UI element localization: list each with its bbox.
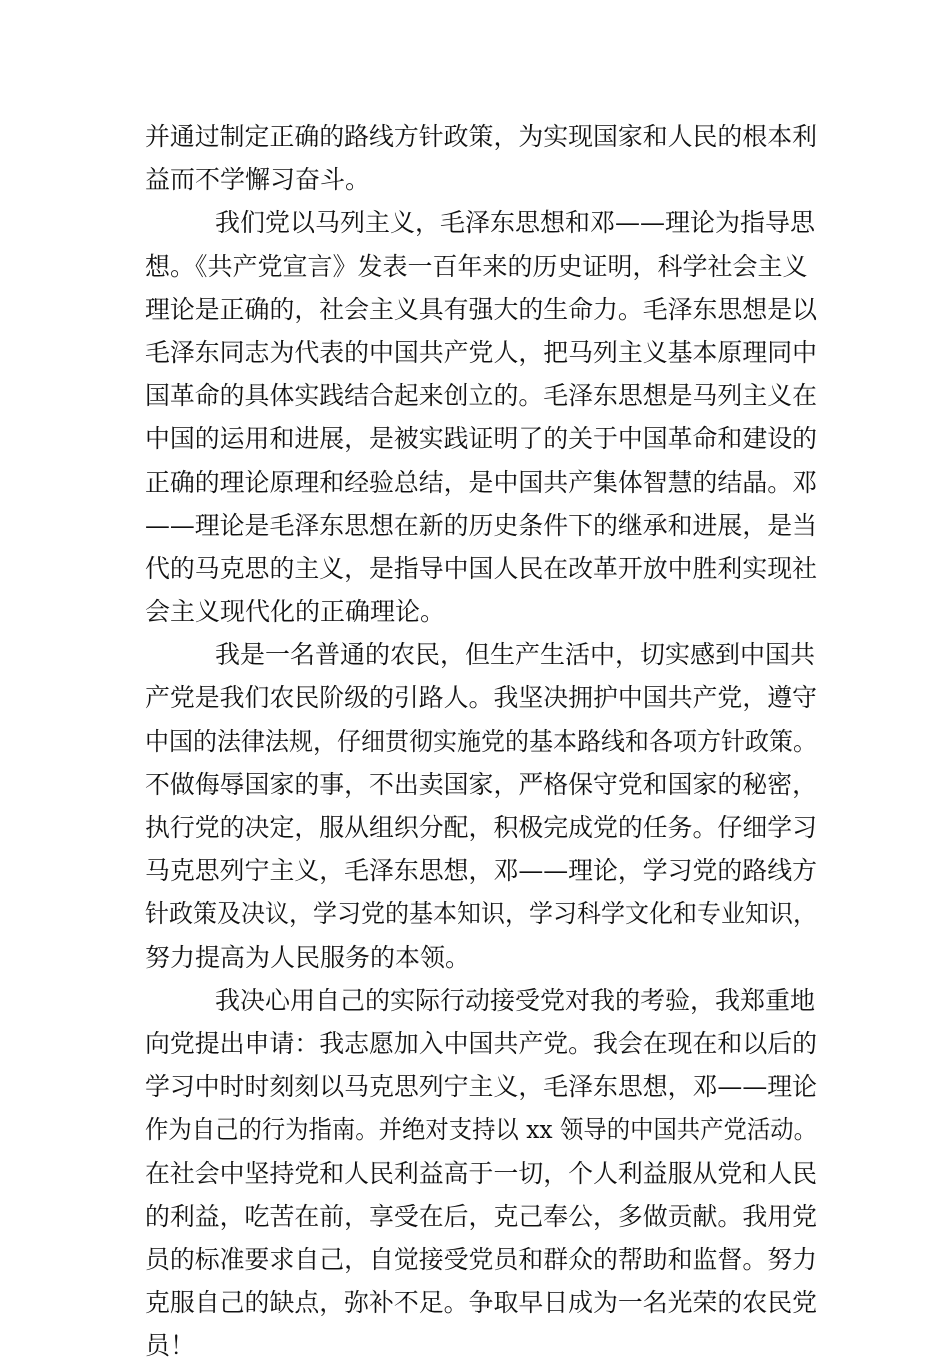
text-line: 员的标准要求自己，自觉接受党员和群众的帮助和监督。努力 (145, 1244, 817, 1274)
text-line-indented: 我是一名普通的农民，但生产生活中，切实感到中国共 (215, 640, 816, 670)
text-line: 不做侮辱国家的事，不出卖国家，严格保守党和国家的秘密， (145, 769, 817, 799)
text-line: 产党是我们农民阶级的引路人。我坚决拥护中国共产党，遵守 (145, 683, 817, 713)
text-line: 克服自己的缺点，弥补不足。争取早日成为一名光荣的农民党 (145, 1288, 817, 1318)
text-line: 执行党的决定，服从组织分配，积极完成党的任务。仔细学习 (145, 813, 817, 842)
text-line: 正确的理论原理和经验总结，是中国共产集体智慧的结晶。邓 (145, 467, 817, 497)
paragraph-1 (145, 115, 817, 201)
text-line: 马克思列宁主义，毛泽东思想，邓——理论，学习党的路线方 (145, 856, 817, 886)
text-line: 努力提高为人民服务的本领。 (145, 942, 471, 972)
text-line-indented: 我们党以马列主义，毛泽东思想和邓——理论为指导思 (215, 208, 816, 238)
text-line: 员！ (145, 1331, 196, 1361)
text-line: 想。《共产党宣言》发表一百年来的历史证明，科学社会主义 (145, 251, 808, 281)
text-line: 在社会中坚持党和人民利益高于一切，个人利益服从党和人民 (145, 1158, 817, 1188)
text-line: 针政策及决议，学习党的基本知识，学习科学文化和专业知识， (145, 899, 817, 929)
text-line: 代的马克思的主义，是指导中国人民在改革开放中胜利实现社 (145, 553, 817, 583)
text-line: 益而不学懈习奋斗。 (145, 165, 371, 195)
text-line: 毛泽东同志为代表的中国共产党人，把马列主义基本原理同中 (145, 337, 817, 367)
text-line: 向党提出申请：我志愿加入中国共产党。我会在现在和以后的 (145, 1028, 817, 1058)
text-line: 并通过制定正确的路线方针政策，为实现国家和人民的根本利 (145, 122, 817, 151)
text-line: 会主义现代化的正确理论。 (145, 597, 446, 627)
text-line: ——理论是毛泽东思想在新的历史条件下的继承和进展，是当 (145, 510, 817, 540)
text-line: 的利益，吃苦在前，享受在后，克己奉公，多做贡献。我用党 (145, 1201, 817, 1231)
text-line: 中国的法律法规，仔细贯彻实施党的基本路线和各项方针政策。 (145, 726, 817, 756)
text-line-indented: 我决心用自己的实际行动接受党对我的考验，我郑重地 (215, 985, 816, 1015)
paragraph-3 (145, 633, 817, 979)
text-line: 国革命的具体实践结合起来创立的。毛泽东思想是马列主义在 (145, 381, 817, 411)
text-line: 中国的运用和进展，是被实践证明了的关于中国革命和建设的 (145, 424, 817, 454)
paragraph-2 (145, 201, 817, 633)
text-line: 理论是正确的，社会主义具有强大的生命力。毛泽东思想是以 (145, 294, 817, 324)
text-line: 作为自己的行为指南。并绝对支持以 xx 领导的中国共产党活动。 (145, 1115, 817, 1145)
document-body (145, 115, 817, 1367)
text-line: 学习中时时刻刻以马克思列宁主义，毛泽东思想，邓——理论 (145, 1072, 817, 1102)
paragraph-4 (145, 979, 817, 1367)
